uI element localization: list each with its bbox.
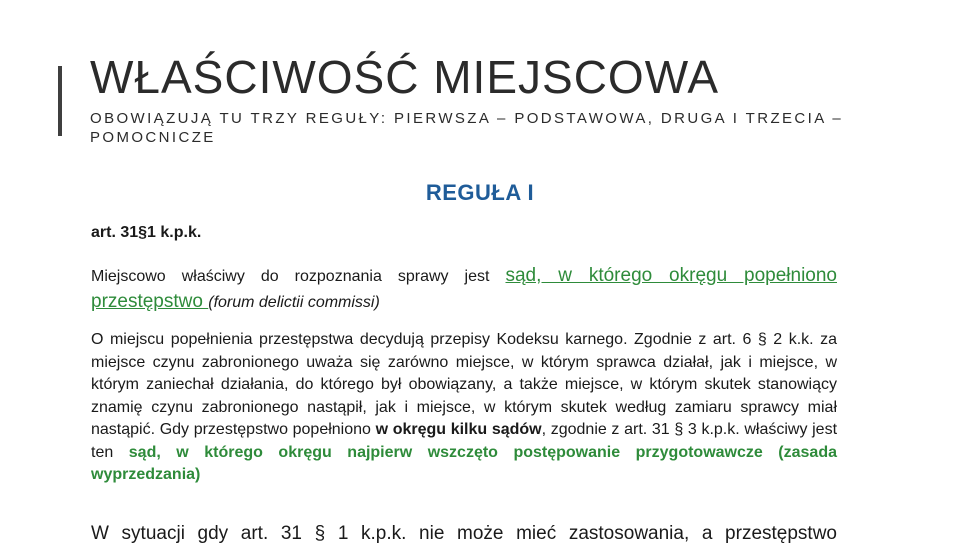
title-accent-bar — [58, 66, 62, 136]
article-reference: art. 31§1 k.p.k. — [91, 224, 202, 241]
paragraph-text-1: O miejscu popełnienia przestępstwa decydują przepisy Kodeksu karnego. Zgodnie z art. 6 § 2 k.k. za miejsce czynu zabronionego uważa się zarówno miejsce, w którym sprawca działał, jak i miejsce, w którym zaniechał działania, do którego był obowiązany, a także miejsce, w którym skutek stanowiący znamię czynu zabronionego nastąpił, jak i miejsce, w którym skutek według zamiaru sprawcy miał nastąpić. Gdy przestępstwo popełniono — [91, 331, 837, 438]
paragraph-text-2: , zgodnie z art. 31 § 3 k.p.k. właściwy jest ten — [91, 421, 838, 461]
paragraph-green-phrase: sąd, w którego okręgu najpierw wszczęto postępowanie przygotowawcze (zasada wyprzedzania) — [91, 443, 838, 483]
slide-title: WŁAŚCIWOŚĆ MIEJSCOWA — [90, 51, 720, 103]
cut-off-paragraph: W sytuacji gdy art. 31 § 1 k.p.k. nie może mieć zastosowania, a przestępstwo — [91, 523, 837, 544]
slide-subtitle: OBOWIĄZUJĄ TU TRZY REGUŁY: PIERWSZA – PODSTAWOWA, DRUGA I TRZECIA – POMOCNICZE — [90, 110, 844, 146]
definition-latin: (forum delictii commissi) — [208, 294, 380, 311]
definition-lead: Miejscowo właściwy do rozpoznania sprawy jest — [91, 268, 506, 285]
paragraph-bold-phrase: w okręgu kilku sądów — [375, 421, 542, 438]
rule-heading: REGUŁA I — [425, 180, 535, 205]
definition-highlight: sąd, w którego okręgu popełniono przestępstwo — [91, 265, 837, 312]
main-paragraph — [91, 329, 837, 487]
definition-paragraph — [91, 263, 837, 315]
